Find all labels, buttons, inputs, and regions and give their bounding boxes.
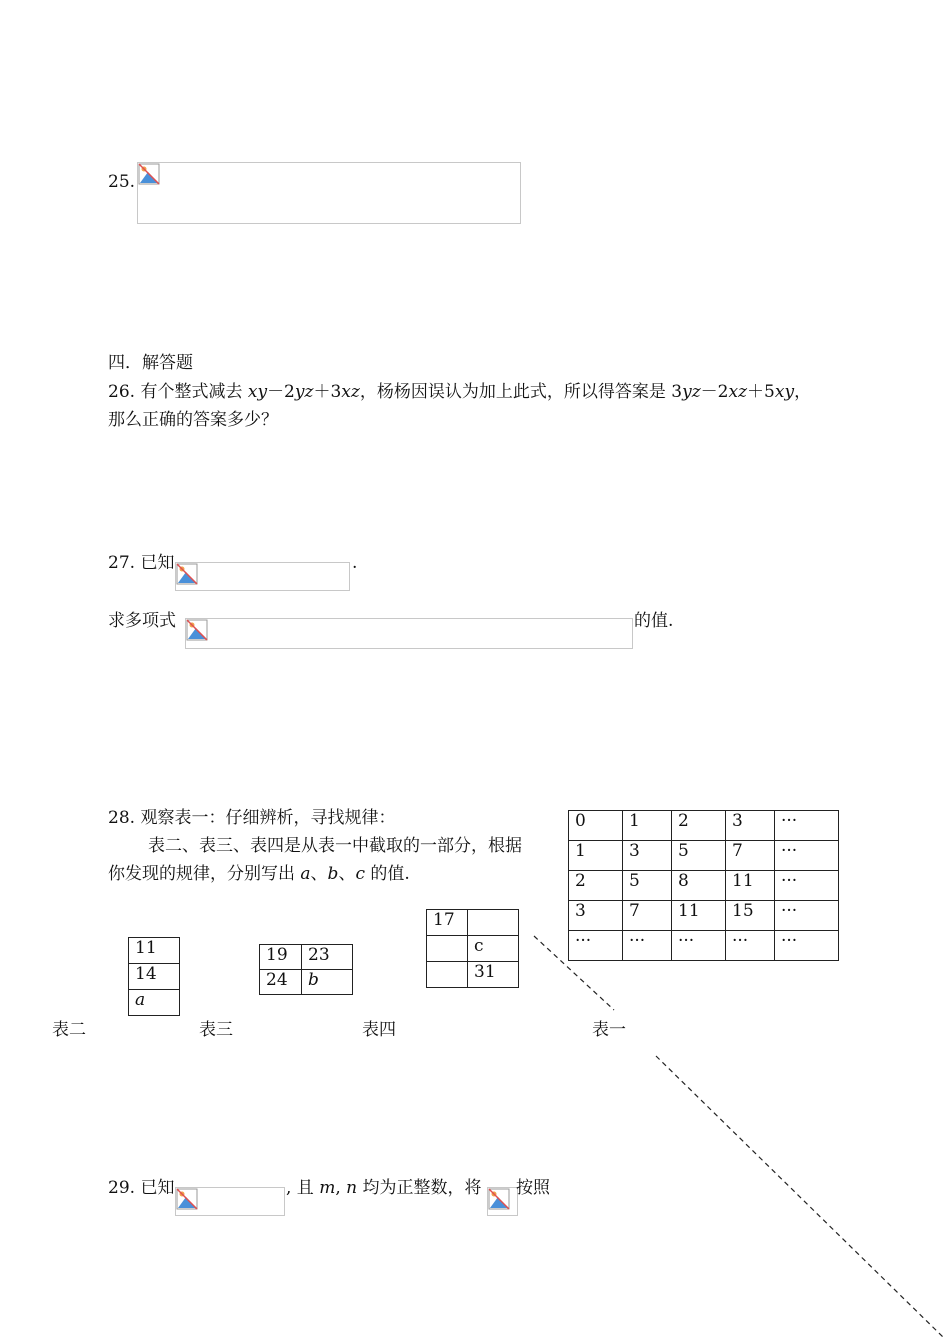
q25-number: 25.: [108, 172, 136, 192]
sep: ,: [335, 1178, 347, 1198]
table-cell: ···: [775, 871, 839, 901]
table-cell: 17: [427, 910, 468, 936]
q28-text: 你发现的规律，分别写出: [108, 864, 301, 884]
q28-intro: 观察表一：仔细辨析，寻找规律：: [135, 808, 396, 828]
var: xz: [341, 382, 360, 402]
broken-image-icon: [176, 1188, 198, 1210]
var: xy: [774, 382, 795, 402]
expr-part: －2: [267, 382, 295, 402]
expr-part: ＋5: [747, 382, 775, 402]
table-cell: ···: [775, 811, 839, 841]
q28-text-end: 的值.: [364, 864, 410, 884]
var: y: [257, 382, 268, 402]
q29-expr-image: [487, 1187, 518, 1216]
sep: 、: [310, 864, 328, 884]
q26-text-b: ，杨杨因误认为加上此式，所以得答案是 3: [359, 382, 683, 402]
table-cell: ···: [775, 931, 839, 961]
q29-given-image: [175, 1187, 285, 1216]
var: y: [682, 382, 692, 402]
q27-number: 27.: [108, 553, 136, 573]
table-cell: ···: [569, 931, 623, 961]
q27-poly-prefix: 求多项式: [108, 611, 176, 631]
table-cell: 7: [623, 901, 672, 931]
table-cell: 11: [129, 938, 180, 964]
var-a: a: [300, 864, 311, 884]
table-cell: 3: [569, 901, 623, 931]
table-cell: 14: [129, 964, 180, 990]
table-cell: 24: [260, 970, 302, 995]
table-cell: 2: [672, 811, 726, 841]
table-cell: 2: [569, 871, 623, 901]
q29-known: 已知: [135, 1178, 175, 1198]
table-cell: 3: [726, 811, 775, 841]
q29-condition: [286, 1177, 482, 1199]
q29-number: 29.: [108, 1178, 136, 1198]
var: z: [691, 382, 701, 402]
expr-part: ＋3: [313, 382, 342, 402]
var: z: [304, 382, 314, 402]
table-one-caption: 表一: [592, 1020, 626, 1040]
table-cell: 11: [672, 901, 726, 931]
var-n: n: [346, 1178, 358, 1198]
q26-text-c: ，: [794, 382, 812, 402]
table-cell: 1: [623, 811, 672, 841]
section-heading: 四．解答题: [108, 353, 193, 373]
table-cell: 7: [726, 841, 775, 871]
table-cell: ···: [726, 931, 775, 961]
table-cell: ···: [775, 901, 839, 931]
table-cell: ···: [623, 931, 672, 961]
table-cell: ···: [775, 841, 839, 871]
table-cell: 11: [726, 871, 775, 901]
table-cell: 3: [623, 841, 672, 871]
q29-line1: [108, 1177, 174, 1199]
q28-number: 28.: [108, 808, 136, 828]
q29-text: 均为正整数，将: [357, 1178, 482, 1198]
table-cell: 23: [302, 945, 353, 970]
table-cell: a: [129, 990, 180, 1016]
q29-text: , 且: [286, 1178, 320, 1198]
table-cell: c: [468, 936, 519, 962]
table-cell: 5: [672, 841, 726, 871]
table-cell: 0: [569, 811, 623, 841]
table-cell: 15: [726, 901, 775, 931]
var: y: [294, 382, 305, 402]
q28-line2: 表二、表三、表四是从表一中截取的一部分，根据: [148, 836, 522, 856]
table-cell: b: [302, 970, 353, 995]
q26-number: 26.: [108, 382, 136, 402]
table-cell: 8: [672, 871, 726, 901]
q29-text-end: 按照: [516, 1178, 550, 1198]
table-cell: 5: [623, 871, 672, 901]
expr-part: －2: [700, 382, 729, 402]
q26-text-a: 有个整式减去: [135, 382, 248, 402]
table-cell: 19: [260, 945, 302, 970]
q27-known: 已知: [135, 553, 175, 573]
q26-line2: 那么正确的答案多少？: [108, 410, 278, 430]
sep: 、: [338, 864, 356, 884]
var: xz: [728, 382, 748, 402]
q27-poly-suffix: 的值.: [634, 611, 674, 631]
table-three-caption: 表三: [199, 1020, 233, 1040]
q27-period: .: [352, 553, 358, 573]
var-c: c: [355, 864, 365, 884]
table-cell: ···: [672, 931, 726, 961]
table-cell: 1: [569, 841, 623, 871]
var-b: b: [327, 864, 339, 884]
table-four-caption: 表四: [362, 1020, 396, 1040]
table-cell: 31: [468, 962, 519, 988]
table-two-caption: 表二: [52, 1020, 86, 1040]
var: x: [247, 382, 258, 402]
var-m: m: [319, 1178, 336, 1198]
broken-image-icon: [488, 1188, 510, 1210]
